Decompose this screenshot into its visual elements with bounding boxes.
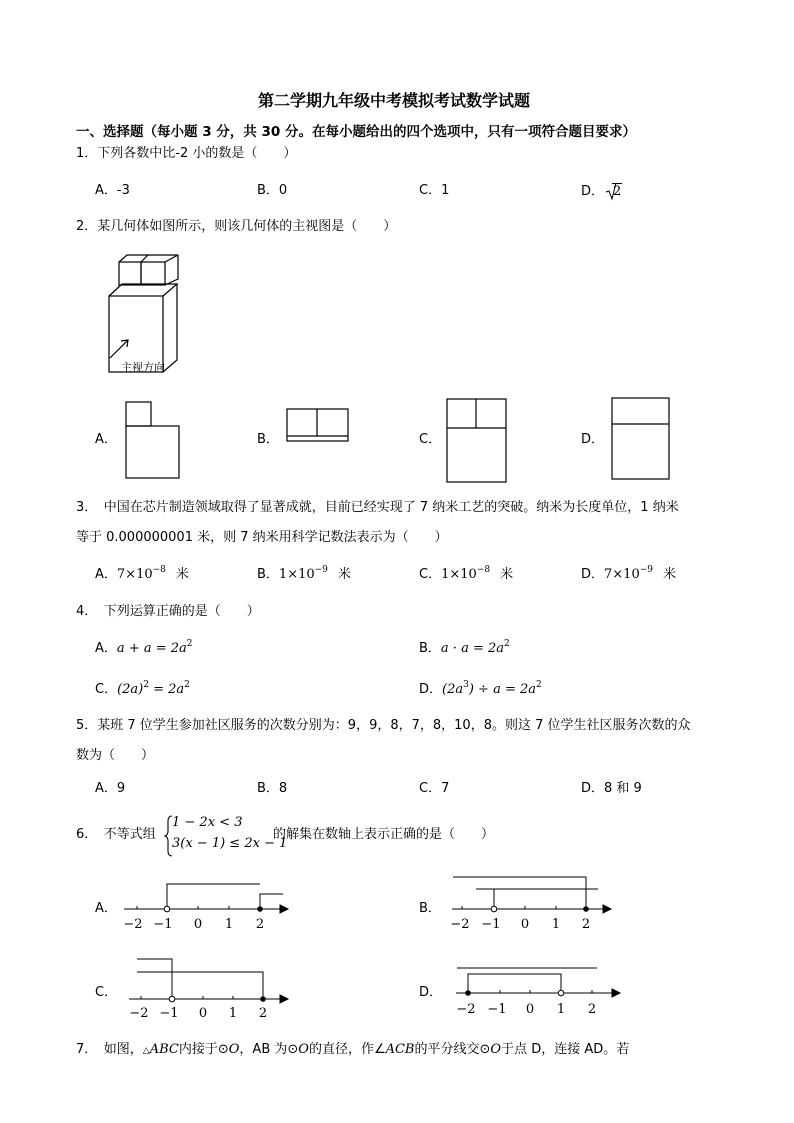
tick-label: 1 (556, 1002, 566, 1017)
tick-label: −1 (481, 917, 501, 932)
sqrt-radicand: 2 (613, 184, 622, 199)
tick-label: −2 (456, 1002, 476, 1017)
question-5-line-1: 5．某班 7 位学生参加社区服务的次数分别为：9，9，8，7，8，10，8。则这 7 位学生社区服务次数的众 (76, 718, 691, 733)
q1-option-b: B．0 (257, 183, 288, 198)
view-direction-label: 主视方向 (121, 361, 165, 374)
q6-option-c: C． (95, 985, 118, 1000)
inequality-2: 3(x − 1) ≤ 2x − 1 (172, 836, 288, 851)
q6-option-a: A． (95, 901, 117, 916)
q2-option-c: C． (419, 432, 442, 447)
question-6-prefix: 6． 不等式组 (76, 827, 156, 842)
q4-option-b: B．$a \cdot a = 2a^2$ (419, 639, 510, 656)
tick-label: 1 (224, 917, 234, 932)
number-line-d (452, 960, 622, 1020)
q2-view-d (611, 397, 671, 482)
q3-option-d: D．$7\times 10^{-9}$ 米 (581, 565, 677, 582)
tick-label: 0 (193, 917, 203, 932)
tick-label: 1 (228, 1006, 238, 1021)
tick-label: 2 (581, 917, 591, 932)
tick-label: −1 (487, 1002, 507, 1017)
q6-option-d: D． (419, 985, 443, 1000)
q3-option-c: C．$1\times 10^{-8}$ 米 (419, 565, 514, 582)
q1-option-d: D． 2 (581, 184, 622, 199)
q2-option-a: A． (95, 432, 117, 447)
section-heading: 一、选择题（每小题 3 分，共 30 分。在每小题给出的四个选项中，只有一项符合题目要求） (76, 124, 636, 140)
q2-option-b: B． (257, 432, 279, 447)
q1-option-a: A．-3 (95, 183, 130, 198)
number-line-b (448, 873, 613, 933)
tick-label: −1 (153, 917, 173, 932)
sqrt-icon (606, 182, 618, 200)
question-5-line-2: 数为（ ） (76, 748, 155, 763)
q4-option-c: C．$(2a)^2 = 2a^2$ (95, 680, 190, 697)
tick-label: −2 (450, 917, 470, 932)
q2-view-c (446, 398, 508, 484)
q1-option-c: C．1 (419, 183, 450, 198)
q2-view-b (286, 408, 350, 444)
q3-option-a: A．$7\times 10^{-8}$ 米 (95, 565, 189, 582)
number-line-a (120, 880, 290, 932)
tick-label: 0 (520, 917, 530, 932)
q2-view-a (125, 401, 181, 481)
question-7-stem: 7． 如图，△ABC内接于⊙O，AB 为⊙O的直径，作∠ACB的平分线交⊙O于点 D，连接 AD。若 (76, 1042, 630, 1057)
q5-option-c: C．7 (419, 781, 450, 796)
tick-label: 0 (525, 1002, 535, 1017)
page-title: 第二学期九年级中考模拟考试数学试题 (258, 91, 531, 110)
q5-option-a: A．9 (95, 781, 126, 796)
q6-option-b: B． (419, 901, 441, 916)
tick-label: 2 (258, 1006, 268, 1021)
question-3-line-1: 3． 中国在芯片制造领域取得了显著成就，目前已经实现了 7 纳米工艺的突破。纳米为长度单位，1 纳米 (76, 500, 679, 515)
tick-label: 2 (255, 917, 265, 932)
q3-option-b: B．$1\times 10^{-9}$ 米 (257, 565, 351, 582)
question-1-stem: 1．下列各数中比-2 小的数是（ ） (76, 146, 297, 161)
tick-label: −2 (129, 1006, 149, 1021)
number-line-c (125, 955, 290, 1020)
q4-option-a: A．$a + a = 2a^2$ (95, 639, 193, 656)
tick-label: 2 (587, 1002, 597, 1017)
q5-option-d: D．8 和 9 (581, 781, 642, 796)
question-4-stem: 4． 下列运算正确的是（ ） (76, 604, 260, 619)
q2-option-d: D． (581, 432, 605, 447)
question-3-line-2: 等于 0.000000001 米，则 7 纳米用科学记数法表示为（ ） (76, 530, 448, 545)
question-2-stem: 2．某几何体如图所示，则该几何体的主视图是（ ） (76, 219, 397, 234)
tick-label: 1 (551, 917, 561, 932)
inequality-1: 1 − 2x < 3 (172, 815, 243, 830)
tick-label: −2 (123, 917, 143, 932)
q5-option-b: B．8 (257, 781, 288, 796)
tick-label: 0 (198, 1006, 208, 1021)
q4-option-d: D．$(2a^3) \div a = 2a^2$ (419, 680, 542, 697)
question-6-suffix: 的解集在数轴上表示正确的是（ ） (273, 827, 495, 842)
tick-label: −1 (159, 1006, 179, 1021)
